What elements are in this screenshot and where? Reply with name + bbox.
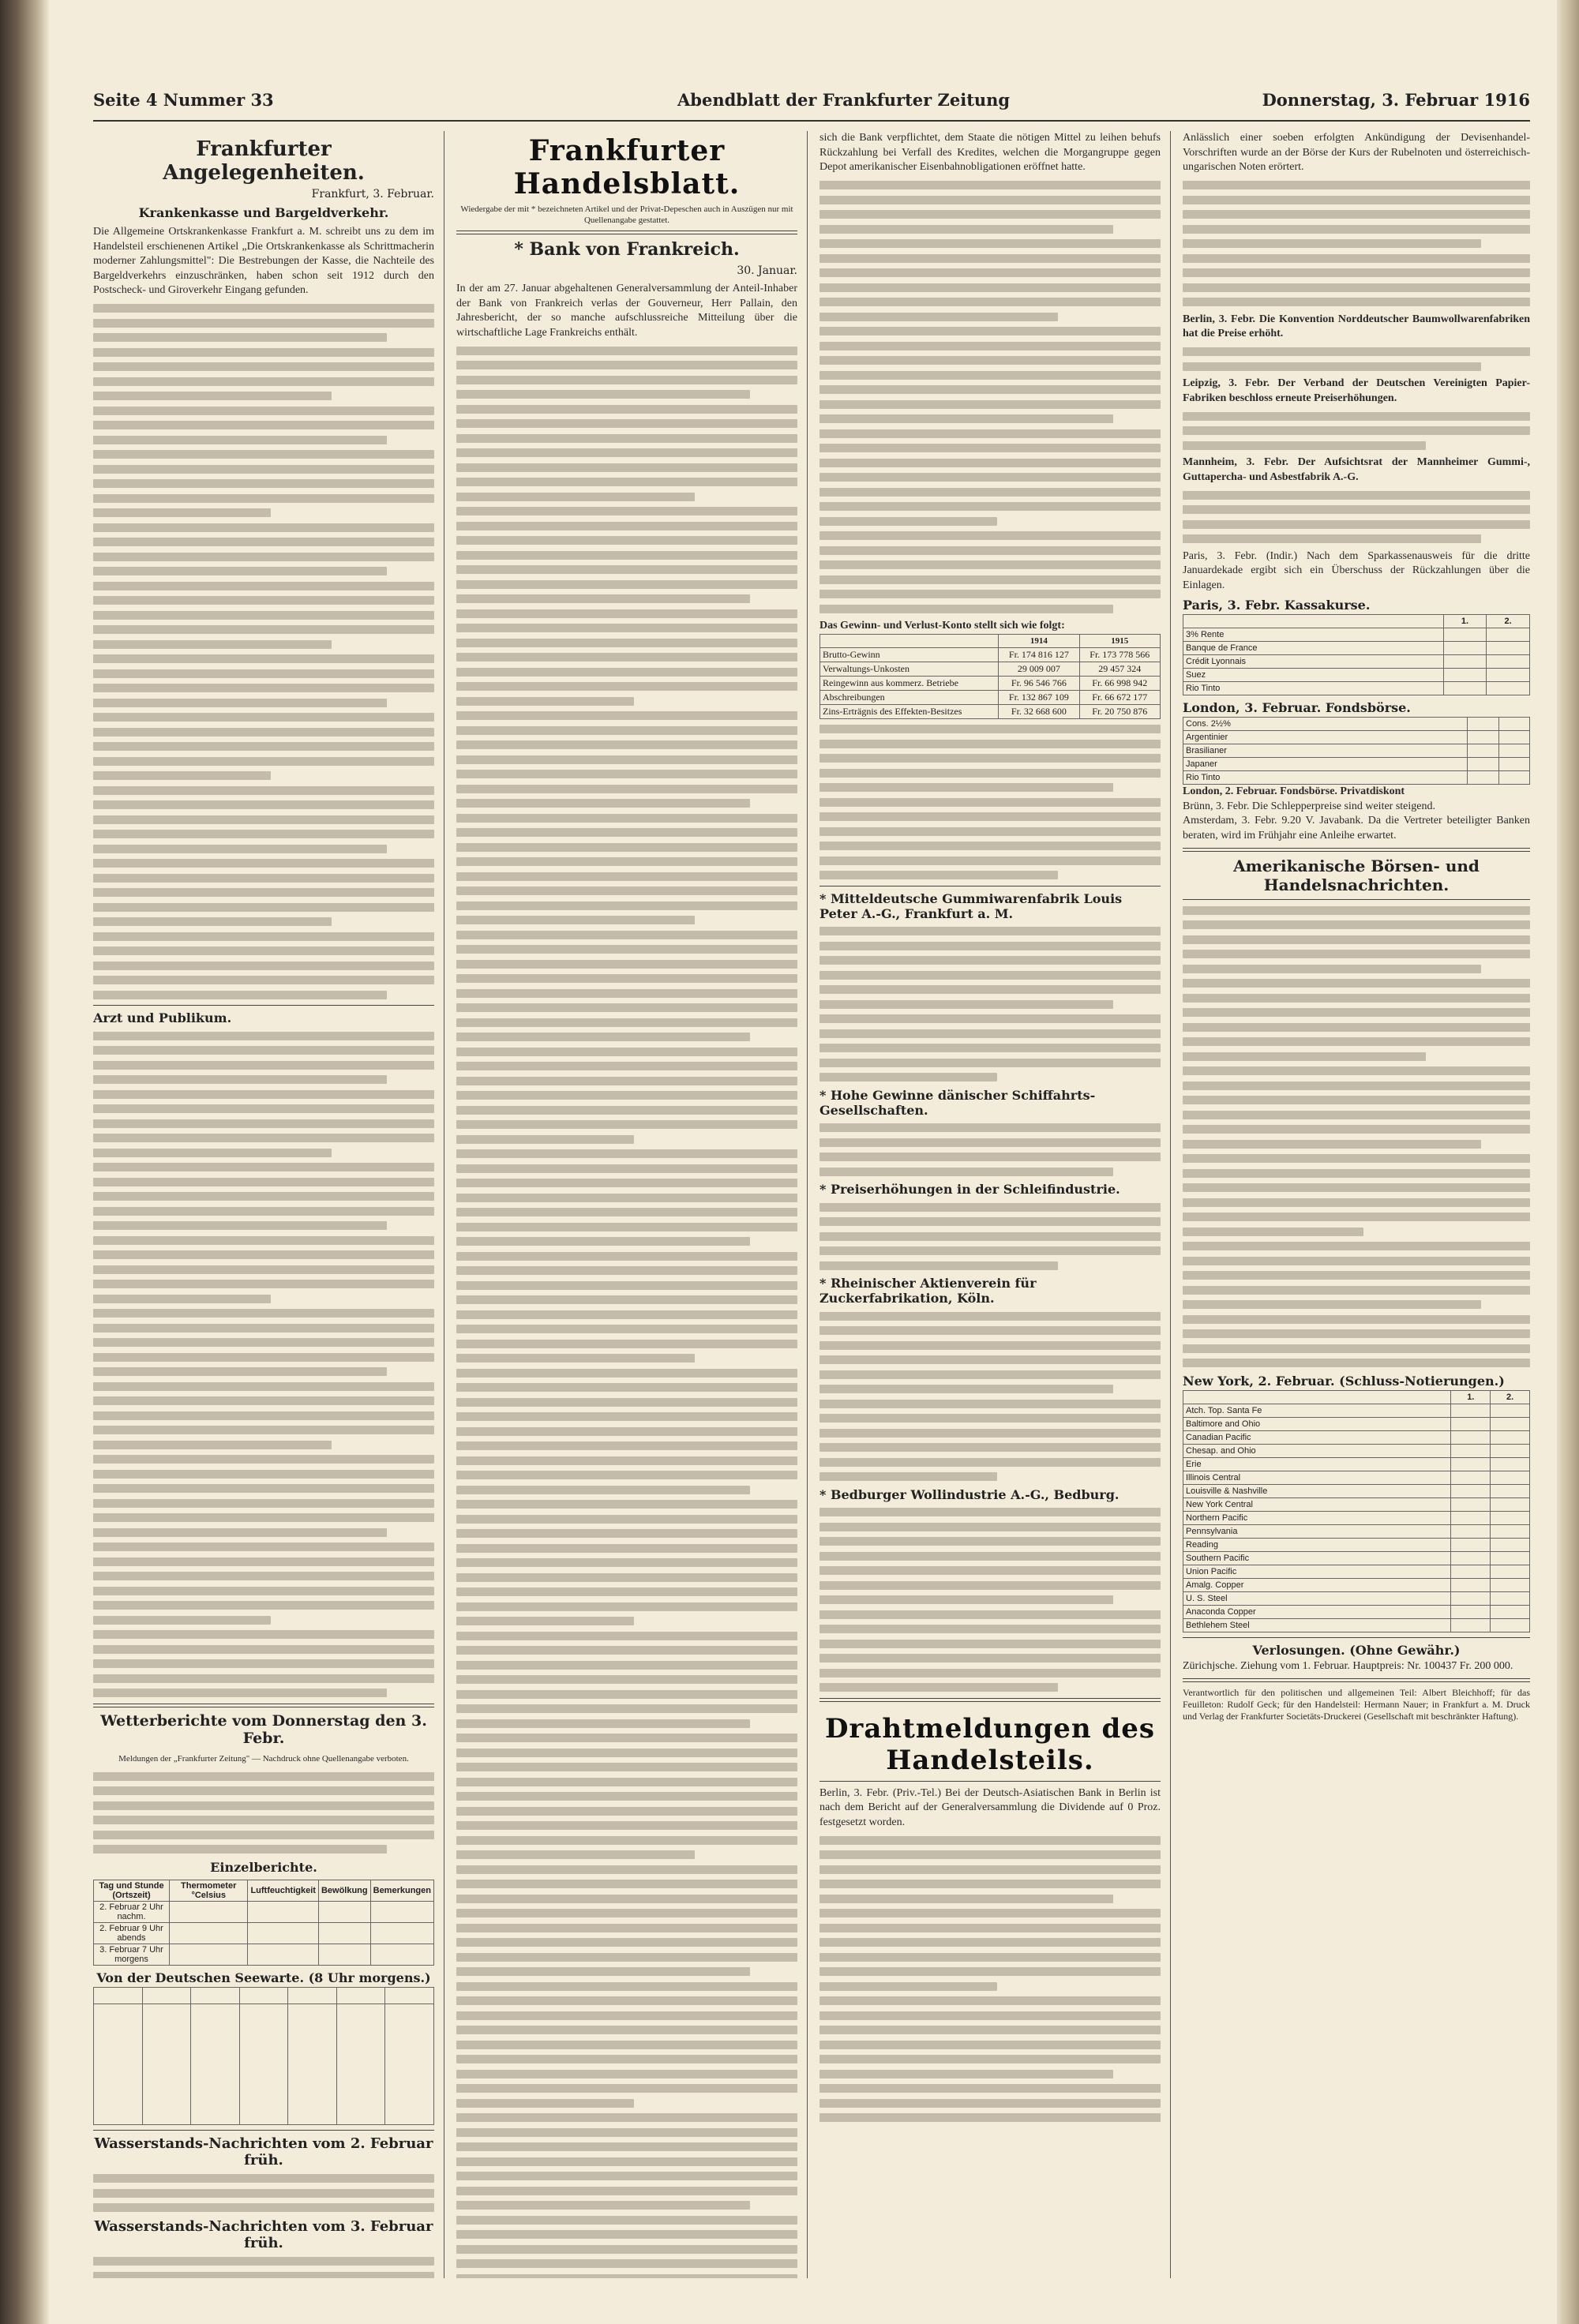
article-text-filler xyxy=(820,181,1161,613)
table-cell: Argentinier xyxy=(1183,731,1468,744)
table-caption: Das Gewinn- und Verlust-Konto stellt sich wie folgt: xyxy=(820,620,1065,632)
article-text-filler xyxy=(93,304,434,999)
divider xyxy=(93,2130,434,2131)
news-item: Leipzig, 3. Febr. Der Verband der Deutschen Vereinigten Papier-Fabriken beschloss erneute Preiserhöhungen. xyxy=(1183,377,1530,404)
article-text-filler xyxy=(820,927,1161,1081)
page-edge xyxy=(1557,0,1579,2324)
table-cell: Union Pacific xyxy=(1183,1565,1451,1578)
divider xyxy=(820,1781,1161,1782)
article-title: Arzt und Publikum. xyxy=(93,1010,232,1025)
table-cell: Japaner xyxy=(1183,758,1468,771)
book-binding xyxy=(0,0,49,2324)
table-cell: Fr. 173 778 566 xyxy=(1079,647,1160,662)
table-cell: Crédit Lyonnais xyxy=(1183,655,1444,669)
article-title: Krankenkasse und Bargeldverkehr. xyxy=(138,205,389,220)
table-cell: Fr. 174 816 127 xyxy=(999,647,1079,662)
news-item: Mannheim, 3. Febr. Der Aufsichtsrat der Mannheimer Gummi-, Guttapercha- und Asbestfabrik A.-G. xyxy=(1183,456,1530,483)
article-text-filler xyxy=(456,347,797,2279)
table-row xyxy=(820,647,1161,662)
table-cell: Louisville & Nashville xyxy=(1183,1484,1451,1497)
table-header: 2. xyxy=(1491,1390,1530,1404)
market-table-title: Paris, 3. Febr. Kassakurse. xyxy=(1183,598,1371,613)
table-row xyxy=(1183,1471,1530,1484)
profit-loss-table xyxy=(820,634,1161,719)
table-row xyxy=(1183,1578,1530,1591)
article-text: Die Allgemeine Ortskrankenkasse Frankfurt a. M. schreibt uns zu dem im Handelsteil erschienenen Artikel „Die Ortskrankenkasse als Schrittmacherin moderner Zahlungsmittel": Die Bestrebungen der Kasse, die Nachteile des Bargeldverkehrs einzuschränken, haben schon seit 1912 durch den Postscheck- und Giroverkehr Eingang gefunden. xyxy=(93,226,434,296)
table-row xyxy=(1183,1497,1530,1511)
article-text: Berlin, 3. Febr. (Priv.-Tel.) Bei der Deutsch-Asiatischen Bank in Berlin ist nach dem Bericht auf der Generalversammlung die Dividende auf 0 Proz. festgesetzt worden. xyxy=(820,1786,1161,1828)
table-row xyxy=(1183,1524,1530,1538)
table-cell: 2. Februar 9 Uhr abends xyxy=(94,1922,170,1944)
article-text-filler xyxy=(820,1508,1161,1692)
article-text-filler xyxy=(1183,412,1530,450)
page-header xyxy=(93,85,1530,122)
table-cell: New York Central xyxy=(1183,1497,1451,1511)
dateline: Frankfurt, 3. Februar. xyxy=(311,188,434,201)
table-cell: Fr. 96 546 766 xyxy=(999,676,1079,690)
divider xyxy=(1183,1637,1530,1638)
article-text-filler xyxy=(1183,906,1530,1368)
table-row xyxy=(1183,1484,1530,1497)
table-cell: Erie xyxy=(1183,1457,1451,1471)
column-local-news xyxy=(93,131,434,2278)
weather-source: Meldungen der „Frankfurter Zeitung" — Nachdruck ohne Quellenangabe verboten. xyxy=(118,1753,409,1764)
table-header: Bewölkung xyxy=(318,1880,370,1901)
table-cell: Abschreibungen xyxy=(820,690,999,704)
table-header: 1. xyxy=(1451,1390,1491,1404)
table-header: Thermometer °Celsius xyxy=(169,1880,248,1901)
lottery-text: Zürichjsche. Ziehung vom 1. Februar. Hauptpreis: Nr. 100437 Fr. 200 000. xyxy=(1183,1659,1513,1672)
article-text-filler xyxy=(1183,491,1530,544)
table-row xyxy=(1183,771,1530,785)
table-header: 1. xyxy=(1443,615,1487,628)
masthead: Frankfurter Handelsblatt. xyxy=(513,134,741,201)
news-item: Amsterdam, 3. Febr. 9.20 V. Javabank. Da die Vertreter beteiligter Banken beraten, wird im Frühjahr eine Anleihe erwartet. xyxy=(1183,815,1530,842)
column-rule xyxy=(807,131,808,2278)
table-cell: Southern Pacific xyxy=(1183,1551,1451,1565)
dateline: 30. Januar. xyxy=(737,264,797,277)
table-cell: Banque de France xyxy=(1183,642,1444,655)
table-row xyxy=(820,690,1161,704)
table-row xyxy=(820,704,1161,718)
table-cell: 2. Februar 2 Uhr nachm. xyxy=(94,1901,170,1922)
news-item: Brünn, 3. Febr. Die Schlepperpreise sind weiter steigend. xyxy=(1183,800,1435,812)
table-row xyxy=(1183,1551,1530,1565)
article-text-filler xyxy=(820,1123,1161,1176)
table-cell: Fr. 20 750 876 xyxy=(1079,704,1160,718)
article-text-filler xyxy=(93,1032,434,1698)
article-title: * Mitteldeutsche Gummiwarenfabrik Louis Peter A.-G., Frankfurt a. M. xyxy=(820,890,1123,921)
article-title: * Bank von Frankreich. xyxy=(514,239,740,260)
table-row xyxy=(1183,718,1530,731)
divider xyxy=(456,231,797,234)
table-cell: Reading xyxy=(1183,1538,1451,1551)
table-row xyxy=(1183,1430,1530,1444)
table-cell: Fr. 66 672 177 xyxy=(1079,690,1160,704)
table-row xyxy=(1183,1565,1530,1578)
article-text-filler xyxy=(820,1203,1161,1270)
table-cell: Brutto-Gewinn xyxy=(820,647,999,662)
market-table-title: London, 3. Februar. Fondsbörse. xyxy=(1183,700,1411,715)
divider xyxy=(1183,1678,1530,1682)
table-row xyxy=(820,676,1161,690)
weather-table xyxy=(93,1880,434,1966)
article-title: * Preiserhöhungen in der Schleifindustrie. xyxy=(820,1182,1120,1197)
table-cell: 29 009 007 xyxy=(999,662,1079,676)
divider xyxy=(93,1005,434,1006)
table-cell: 29 457 324 xyxy=(1079,662,1160,676)
article-title: * Bedburger Wollindustrie A.-G., Bedburg. xyxy=(820,1486,1120,1502)
table-row xyxy=(94,1901,434,1922)
header-page-number: Seite 4 Nummer 33 xyxy=(93,90,274,110)
table-cell: Rio Tinto xyxy=(1183,771,1468,785)
article-text-filler xyxy=(1183,181,1530,306)
table-cell: Verwaltungs-Unkosten xyxy=(820,662,999,676)
header-date: Donnerstag, 3. Februar 1916 xyxy=(1262,90,1530,110)
table-cell: Brasilianer xyxy=(1183,744,1468,758)
divider xyxy=(820,1698,1161,1702)
section-title: Frankfurter Angelegenheiten. xyxy=(163,137,365,185)
article-text-filler xyxy=(820,1836,1161,2123)
divider xyxy=(1183,848,1530,852)
table-row xyxy=(1183,1591,1530,1605)
london-table xyxy=(1183,717,1530,785)
article-text-filler xyxy=(1183,347,1530,371)
table-cell: Fr. 132 867 109 xyxy=(999,690,1079,704)
table-row xyxy=(1183,1618,1530,1632)
weather-subtitle: Einzelberichte. xyxy=(210,1859,317,1875)
table-row xyxy=(1183,1538,1530,1551)
table-cell: Fr. 66 998 942 xyxy=(1079,676,1160,690)
weather-title: Wetterberichte vom Donnerstag den 3. Febr. xyxy=(100,1711,427,1747)
table-row xyxy=(1183,1444,1530,1457)
table-row xyxy=(820,662,1161,676)
section-title: Drahtmeldungen des Handelsteils. xyxy=(824,1712,1156,1776)
table-header xyxy=(1183,615,1444,628)
news-item: London, 2. Februar. Fondsbörse. Privatdiskont xyxy=(1183,785,1405,797)
article-title: * Rheinischer Aktienverein für Zuckerfabrikation, Köln. xyxy=(820,1276,1037,1306)
table-cell: Pennsylvania xyxy=(1183,1524,1451,1538)
market-table-title: New York, 2. Februar. (Schluss-Notierungen.) xyxy=(1183,1373,1505,1389)
table-row xyxy=(1183,1404,1530,1417)
imprint: Verantwortlich für den politischen und allgemeinen Teil: Albert Bleichhoff; für das Feuilleton: Rudolf Geck; für den Handelsteil: Hermann Nauer; in Frankfurt a. M. Druck und Verlag der Frankfurter Societäts-Druckerei (Gesellschaft mit beschränkter Haftung). xyxy=(1183,1687,1530,1722)
table-row xyxy=(1183,1417,1530,1430)
table-row xyxy=(1183,1457,1530,1471)
table-cell: Chesap. and Ohio xyxy=(1183,1444,1451,1457)
column-business-news-2 xyxy=(820,131,1161,2278)
table-cell: 3% Rente xyxy=(1183,628,1444,642)
table-cell: Zins-Erträgnis des Effekten-Besitzes xyxy=(820,704,999,718)
column-markets xyxy=(1183,131,1530,2278)
table-row xyxy=(1183,1605,1530,1618)
header-paper-title: Abendblatt der Frankfurter Zeitung xyxy=(677,90,1011,110)
article-title: * Hohe Gewinne dänischer Schiffahrts-Gesellschaften. xyxy=(820,1087,1096,1118)
water-levels-title: Wasserstands-Nachrichten vom 3. Februar früh. xyxy=(94,2217,433,2251)
table-header xyxy=(1183,1390,1451,1404)
table-cell: Canadian Pacific xyxy=(1183,1430,1451,1444)
weather-text-filler xyxy=(93,1772,434,1854)
table-cell: Reingewinn aus kommerz. Betriebe xyxy=(820,676,999,690)
new-york-table xyxy=(1183,1390,1530,1632)
article-text-filler xyxy=(820,1312,1161,1482)
table-cell: Atch. Top. Santa Fe xyxy=(1183,1404,1451,1417)
table-cell: Amalg. Copper xyxy=(1183,1578,1451,1591)
paris-table xyxy=(1183,614,1530,695)
news-item: Paris, 3. Febr. (Indir.) Nach dem Sparkassenausweis für die dritte Januardekade ergibt sich ein Überschuss der Rückzahlungen über die Einlagen. xyxy=(1183,549,1530,591)
table-row xyxy=(1183,1511,1530,1524)
divider xyxy=(93,1704,434,1707)
table-cell: Anaconda Copper xyxy=(1183,1605,1451,1618)
news-item: Berlin, 3. Febr. Die Konvention Norddeutscher Baumwollwarenfabriken hat die Preise erhöht. xyxy=(1183,313,1530,339)
seewarte-title: Von der Deutschen Seewarte. (8 Uhr morgens.) xyxy=(96,1970,431,1985)
table-header: 2. xyxy=(1487,615,1530,628)
article-text: Anlässlich einer soeben erfolgten Ankündigung der Devisenhandel-Vorschriften wurde an der Börse der Kurs der Rubelnoten und österreichisch-ungarischen Noten erörtert. xyxy=(1183,132,1530,173)
column-rule xyxy=(1170,131,1171,2278)
masthead-note: Wiedergabe der mit * bezeichneten Artikel und der Privat-Depeschen auch in Auszügen nur mit Quellenangabe gestattet. xyxy=(460,204,793,225)
table-row xyxy=(1183,758,1530,771)
table-cell: Bethlehem Steel xyxy=(1183,1618,1451,1632)
table-header xyxy=(820,634,999,647)
table-header: 1915 xyxy=(1079,634,1160,647)
table-cell: Rio Tinto xyxy=(1183,682,1444,695)
table-row xyxy=(1183,628,1530,642)
water-levels-filler xyxy=(93,2174,434,2212)
table-header: 1914 xyxy=(999,634,1079,647)
table-row xyxy=(1183,642,1530,655)
article-text: In der am 27. Januar abgehaltenen Generalversammlung der Anteil-Inhaber der Bank von Frankreich verlas der Gouverneur, Herr Pallain, den Jahresbericht, der so manche aufschlussreiche Mitteilung über die wirtschaftliche Lage Frankreichs enthält. xyxy=(456,283,797,339)
article-text: sich die Bank verpflichtet, dem Staate die nötigen Mittel zu leihen behufs Rückzahlung bei Verfall des Kredites, welchen die Morgangruppe gegen Depot amerikanischer Eisenbahnobligationen eröffnet hatte. xyxy=(820,132,1161,173)
water-levels-title: Wasserstands-Nachrichten vom 2. Februar früh. xyxy=(94,2135,433,2168)
divider xyxy=(1183,899,1530,900)
table-cell: Suez xyxy=(1183,669,1444,682)
table-row xyxy=(1183,669,1530,682)
seewarte-table xyxy=(93,1987,434,2125)
column-business-news xyxy=(456,131,797,2278)
table-cell: Illinois Central xyxy=(1183,1471,1451,1484)
table-cell: Baltimore and Ohio xyxy=(1183,1417,1451,1430)
water-levels-filler xyxy=(93,2257,434,2278)
table-cell: Cons. 2½% xyxy=(1183,718,1468,731)
article-text-filler xyxy=(820,725,1161,879)
table-row xyxy=(1183,682,1530,695)
lottery-title: Verlosungen. (Ohne Gewähr.) xyxy=(1252,1642,1461,1658)
table-header: Tag und Stunde (Ortszeit) xyxy=(94,1880,170,1901)
table-row xyxy=(1183,744,1530,758)
table-cell: Fr. 32 668 600 xyxy=(999,704,1079,718)
table-row xyxy=(1183,731,1530,744)
table-cell: U. S. Steel xyxy=(1183,1591,1451,1605)
table-cell: 3. Februar 7 Uhr morgens xyxy=(94,1944,170,1965)
table-row xyxy=(94,1922,434,1944)
table-header: Bemerkungen xyxy=(370,1880,433,1901)
table-header: Luftfeuchtigkeit xyxy=(248,1880,319,1901)
table-cell: Northern Pacific xyxy=(1183,1511,1451,1524)
section-title: Amerikanische Börsen- und Handelsnachrichten. xyxy=(1233,857,1480,894)
table-row xyxy=(94,1944,434,1965)
table-row xyxy=(1183,655,1530,669)
